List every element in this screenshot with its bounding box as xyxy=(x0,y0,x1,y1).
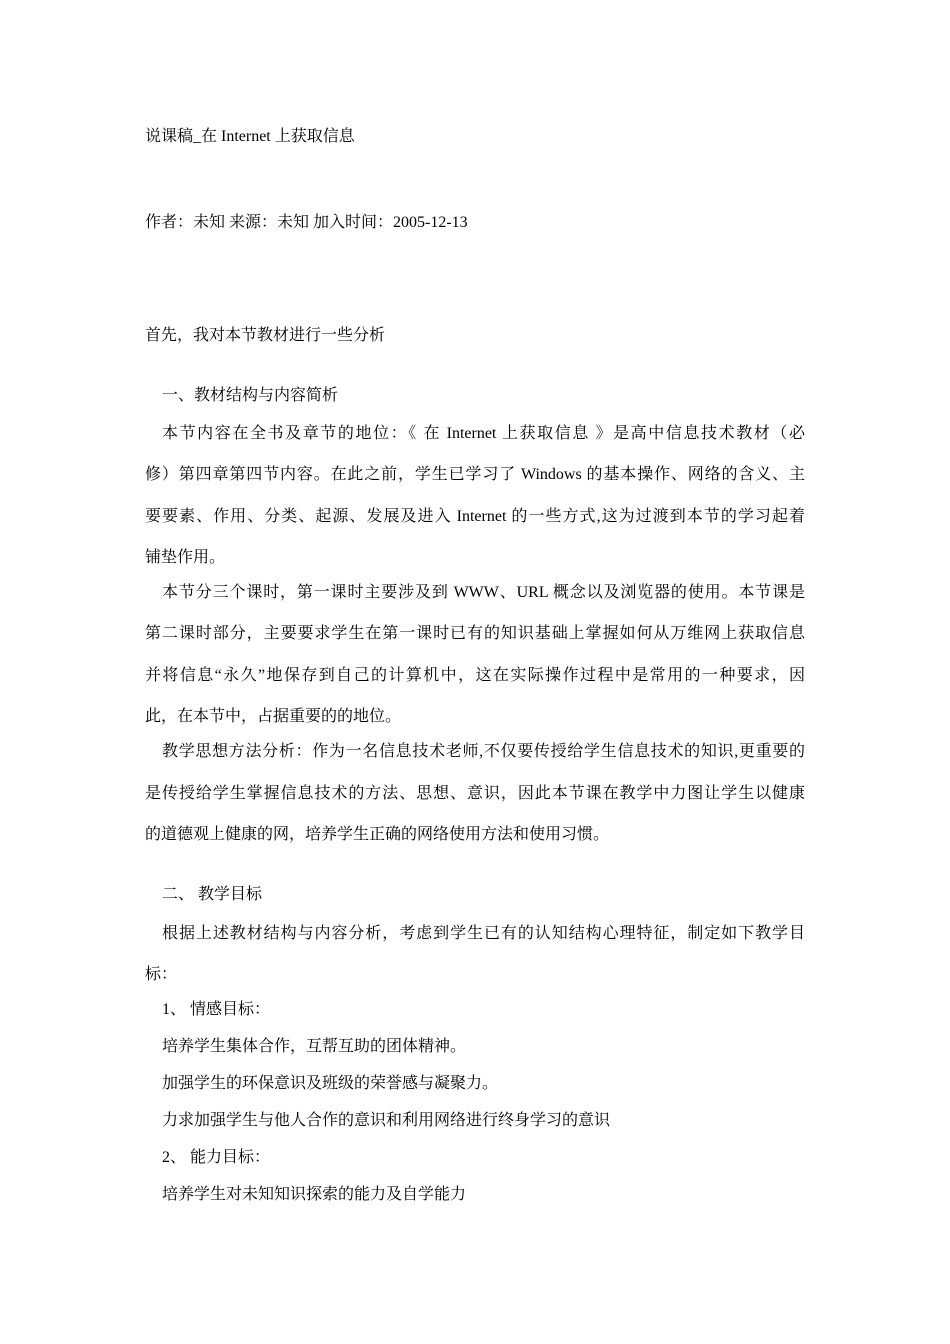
section2-intro-line2: 标： xyxy=(145,966,178,983)
goal1-item: 力求加强学生与他人合作的意识和利用网络进行终身学习的意识 xyxy=(162,1112,611,1129)
section1-para1-line4: 铺垫作用。 xyxy=(145,549,226,566)
intro-text: 首先，我对本节教材进行一些分析 xyxy=(145,327,386,344)
document-title: 说课稿_在 Internet 上获取信息 xyxy=(145,128,355,145)
section1-para1-line2: 修）第四章第四节内容。在此之前，学生已学习了 Windows 的基本操作、网络的含义、主 xyxy=(145,466,805,483)
document-meta: 作者：未知 来源：未知 加入时间：2005-12-13 xyxy=(145,214,468,231)
section2-heading: 二、 教学目标 xyxy=(162,886,263,903)
section1-para2-line3: 并将信息“永久”地保存到自己的计算机中，这在实际操作过程中是常用的一种要求，因 xyxy=(145,667,805,684)
section1-para3-line1: 教学思想方法分析：作为一名信息技术老师,不仅要传授给学生信息技术的知识,更重要的 xyxy=(162,743,805,760)
section1-para2-line2: 第二课时部分，主要要求学生在第一课时已有的知识基础上掌握如何从万维网上获取信息 xyxy=(145,625,805,642)
section1-para1-line1: 本节内容在全书及章节的地位：《 在 Internet 上获取信息 》是高中信息技术教材（必 xyxy=(162,425,805,442)
section1-heading: 一、教材结构与内容简析 xyxy=(162,387,339,404)
section2-intro-line1: 根据上述教材结构与内容分析，考虑到学生已有的认知结构心理特征，制定如下教学目 xyxy=(162,925,805,942)
goal2-item: 培养学生对未知知识探索的能力及自学能力 xyxy=(162,1186,467,1203)
goal1-heading: 1、 情感目标： xyxy=(162,1001,271,1018)
section1-para2-line4: 此，在本节中，占据重要的的地位。 xyxy=(145,708,402,725)
section1-para3-line3: 的道德观上健康的网，培养学生正确的网络使用方法和使用习惯。 xyxy=(145,826,610,843)
section1-para1-line3: 要要素、作用、分类、起源、发展及进入 Internet 的一些方式,这为过渡到本节的学习起着 xyxy=(145,508,805,525)
goal2-heading: 2、 能力目标： xyxy=(162,1149,271,1166)
goal1-item: 加强学生的环保意识及班级的荣誉感与凝聚力。 xyxy=(162,1075,499,1092)
goal1-item: 培养学生集体合作，互帮互助的团体精神。 xyxy=(162,1038,467,1055)
section1-para3-line2: 是传授给学生掌握信息技术的方法、思想、意识，因此本节课在教学中力图让学生以健康 xyxy=(145,785,805,802)
section1-para2-line1: 本节分三个课时，第一课时主要涉及到 WWW、URL 概念以及浏览器的使用。本节课是 xyxy=(162,584,805,601)
